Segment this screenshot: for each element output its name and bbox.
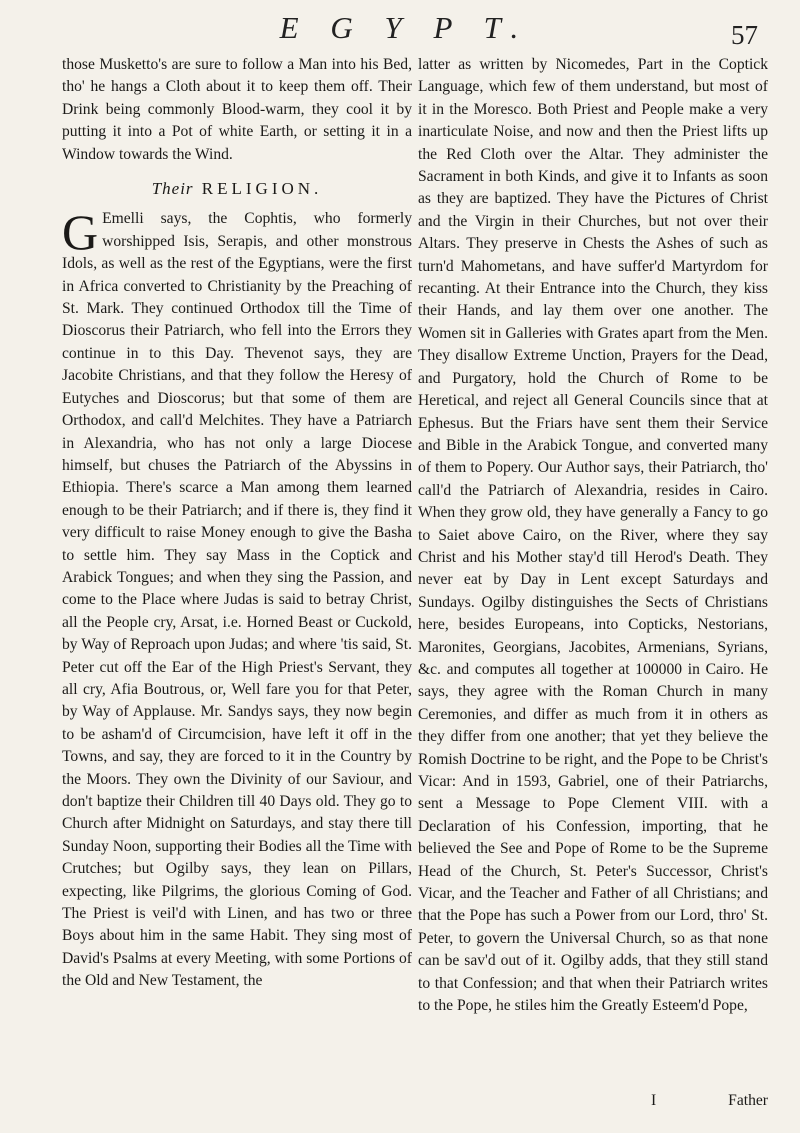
left-paragraph-2 [62,204,412,992]
section-heading-italic: Their [151,179,194,199]
page-number: 57 [731,20,758,50]
section-heading [62,178,412,200]
left-paragraph-1: those Musketto's are sure to follow a Man into his Bed, tho' he hangs a Cloth about it to keep them off. Their Drink being commonly Blood-warm, they cool it by putting it into a Pot of white Earth, or setting it in a Window towards the Wind. [62,56,412,163]
section-heading-caps: RELIGION. [201,179,323,199]
catchword: Father [728,1092,768,1109]
drop-cap-initial: G [62,204,99,261]
right-paragraph-1: latter as written by Nicomedes, Part in the Coptick Language, which few of them understand, but most of it in the Moresco. Both Priest and People make a very inarticulate Noise, and now and then the Priest lifts up the Red Cloth over the Altar. They administer the Sacrament in both Kinds, and give it to Infants as soon as they are baptized. They have the Pictures of Christ and the Virgin in their Churches, but not over their Altars. They preserve in Chests the Ashes of such as turn'd Mahometans, and have suffer'd Martyrdom for recanting. At their Entrance into the Church, they kiss their Hands, and lay them over one another. The Women sit in Galleries with Grates apart from the Men. They disallow Extreme Unction, Prayers for the Dead, and Purgatory, hold the Church of Rome to be Heretical, and reject all General Councils since that at Ephesus. But the Friars have sent them their Service and Bible in the Arabick Tongue, and converted many of them to Popery. Our Author says, their Patriarch, tho' call'd the Patriarch of Alexandria, resides in Cairo. When they grow old, they have generally a Fancy to go to Saiet above Cairo, on the River, where they say Christ and his Mother stay'd till Herod's Death. They never eat by Day in Lent except Saturdays and Sundays. Ogilby distinguishes the Sects of Christians here, besides Europeans, into Copticks, Nestorians, Maronites, Georgians, Jacobites, Armenians, Syrians, &c. and computes all together at 100000 in Cairo. He says, they agree with the Roman Church in many Ceremonies, and differ as much from it in others as they differ from one another; that yet they believe the Romish Doctrine to be right, and the Pope to be Christ's Vicar: And in 1593, Gabriel, one of their Patriarchs, sent a Message to Pope Clement VIII. with a Declaration of his Confession, importing, that he believed the See and Pope of Rome to be the Supreme Head of the Church, St. Peter's Successor, Christ's Vicar, and the Teacher and Father of all Christians; and that the Pope has such a Power from our Lord, thro' St. Peter, to govern the Universal Church, so as that none can be sav'd out of it. Ogilby adds, that they still stand to that Confession; and that when their Patriarch writes to the Pope, he stiles him the Greatly Esteem'd Pope, [418,56,768,1015]
right-column [418,54,768,1017]
left-paragraph-2-text: Emelli says, the Cophtis, who formerly worshipped Isis, Serapis, and other monstrous Idols, as well as the rest of the Egyptians, were the first in Africa converted to Christianity by the Preaching of St. Mark. They continued Orthodox till the Time of Dioscorus their Patriarch, who fell into the Errors they continue in to this Day. Thevenot says, they are Jacobite Christians, and that they follow the Heresy of Eutyches and Dioscorus; but that some of them are Orthodox, and call'd Melchites. They have a Patriarch in Alexandria, who has not only a large Diocese himself, but chuses the Patriarch of the Abyssins in Ethiopia. There's scarce a Man among them learned enough to be their Patriarch; and if there is, they find it very difficult to raise Money enough to give the Basha to settle him. They say Mass in the Coptick and Arabick Tongues; and when they sing the Passion, and come to the Place where Judas is said to betray Christ, all the People cry, Arsat, i.e. Horned Beast or Cuckold, by Way of Reproach upon Judas; and where 'tis said, St. Peter cut off the Ear of the High Priest's Servant, they all cry, Afia Boutrous, or, Well fare you for that Peter, by Way of Applause. Mr. Sandys says, they now begin to be asham'd of Circumcision, have left it off in the Towns, and say, they are forced to it in the Country by the Moors. They own the Divinity of our Saviour, and don't baptize their Children till 40 Days old. They go to Church after Midnight on Saturdays, and stay there till Sunday Noon, supporting their Bodies all the Time with Crutches; but Ogilby says, they lean on Pillars, expecting, like Pilgrims, the glorious Coming of God. The Priest is veil'd with Linen, and has two or three Boys about him in the same Habit. They sing most of David's Psalms at every Meeting, with some Portions of the Old and New Testament, the [62,210,412,990]
running-title: E G Y P T. [279,10,531,45]
signature-mark: I [651,1092,657,1109]
left-column [62,54,412,993]
